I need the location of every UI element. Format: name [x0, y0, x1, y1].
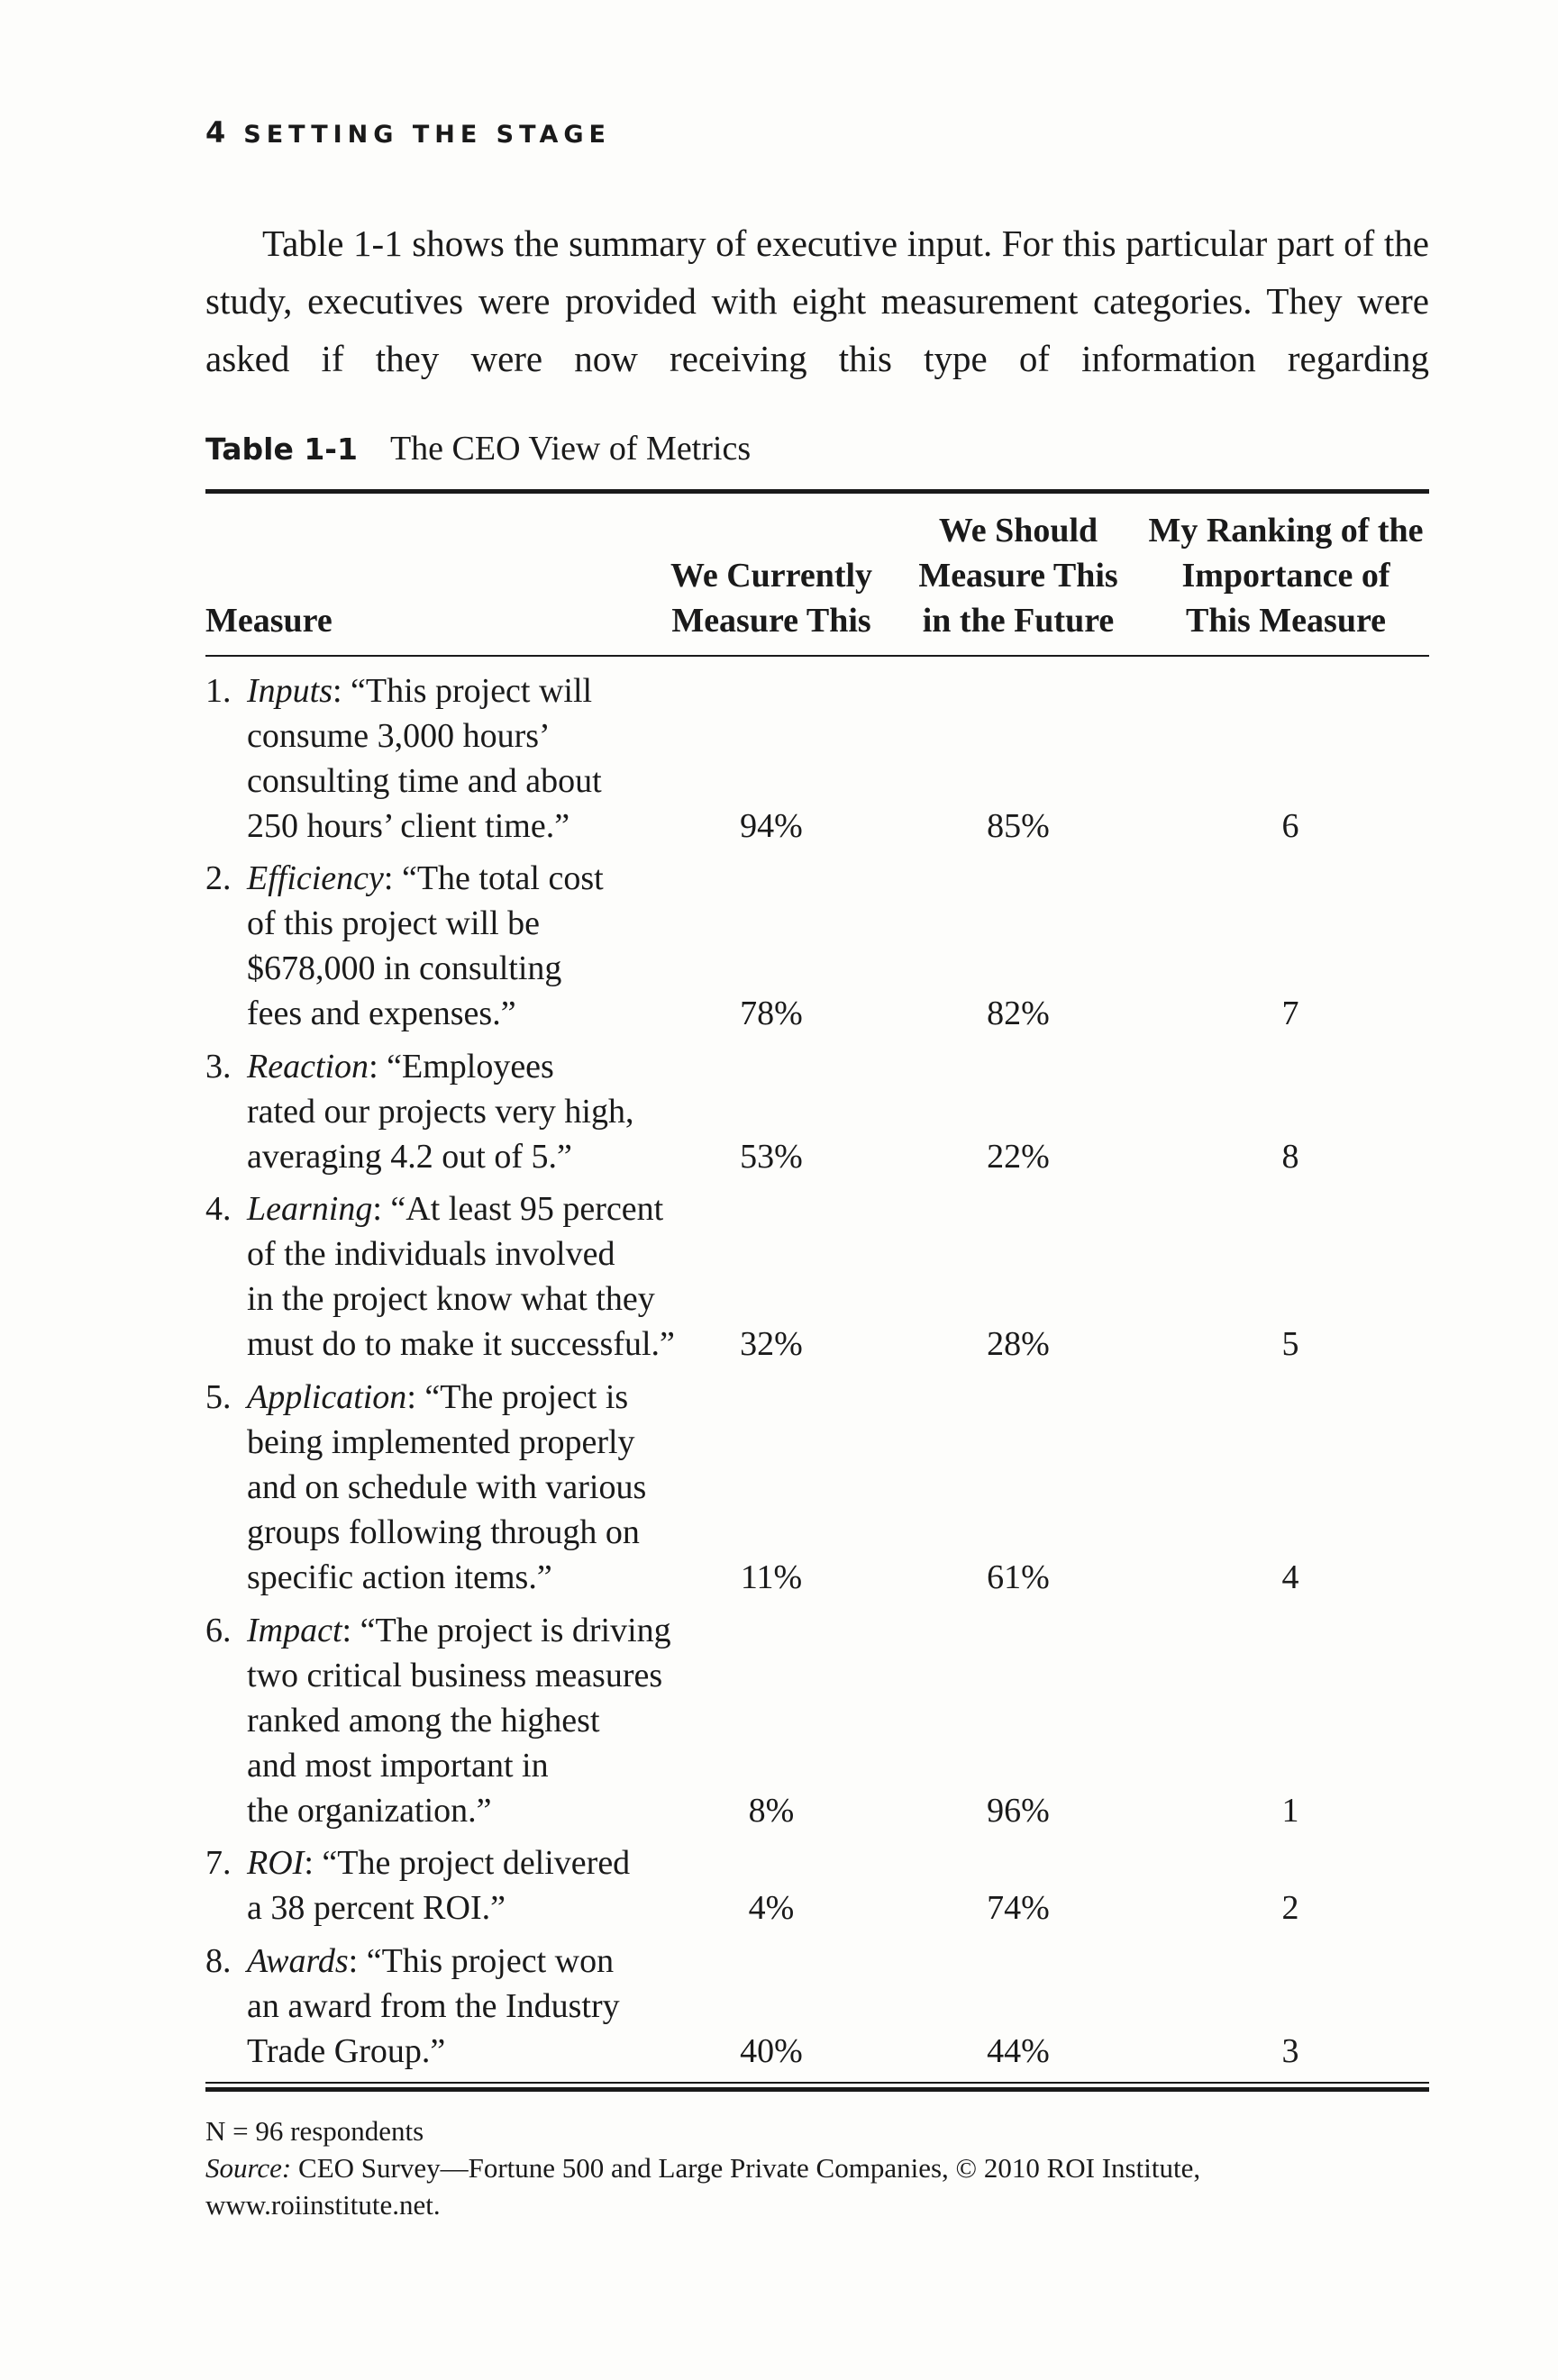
- current-value: 4%: [748, 1889, 795, 1927]
- measure-cell: [205, 1044, 692, 1179]
- measure-cell: [205, 856, 692, 1036]
- current-value: 40%: [740, 2032, 803, 2070]
- row-number: 1.: [205, 672, 232, 710]
- measure-description: : “The project is being implemented properly and on schedule with various groups following through on specific action items.”: [247, 1378, 647, 1596]
- measure-cell: [205, 1939, 692, 2074]
- ranking-value: 2: [1281, 1889, 1299, 1927]
- ranking-value: 7: [1281, 995, 1299, 1032]
- current-value: 11%: [740, 1558, 803, 1596]
- source-label: Source:: [205, 2152, 292, 2184]
- future-value: 74%: [987, 1889, 1050, 1927]
- measure-description: : “The total cost of this project will be $678,000 in consulting fees and expenses.”: [247, 859, 604, 1032]
- measure-term: Application: [247, 1378, 407, 1416]
- measure-description: : “The project is driving two critical business measures ranked among the highest and most important in the organization.”: [247, 1612, 671, 1830]
- intro-paragraph: [205, 214, 1429, 387]
- column-header-ranking-line-3: This Measure: [1185, 602, 1387, 640]
- future-value: 61%: [987, 1558, 1050, 1596]
- column-header-current-line-2: Measure This: [671, 602, 871, 640]
- current-value: 53%: [740, 1138, 803, 1176]
- measure-term: Reaction: [247, 1048, 369, 1086]
- page-number: 4: [205, 115, 226, 150]
- row-number: 6.: [205, 1612, 232, 1649]
- row-number: 4.: [205, 1190, 232, 1228]
- source-text: CEO Survey—Fortune 500 and Large Private Companies, © 2010 ROI Institute, www.roiinstitute.net.: [205, 2152, 1201, 2221]
- measure-cell: [205, 1608, 692, 1833]
- table-header-rule: [205, 655, 1429, 657]
- current-value: 8%: [748, 1792, 795, 1830]
- ranking-value: 1: [1281, 1792, 1299, 1830]
- future-value: 85%: [987, 807, 1050, 845]
- column-header-ranking-line-1: My Ranking of the: [1148, 512, 1424, 550]
- measure-description: : “The project delivered a 38 percent ROI.”: [247, 1844, 631, 1927]
- column-header-current: [645, 553, 897, 643]
- current-value: 32%: [740, 1325, 803, 1363]
- ranking-value: 5: [1281, 1325, 1299, 1363]
- future-value: 96%: [987, 1792, 1050, 1830]
- intro-text: Table 1-1 shows the summary of executive input. For this particular part of the study, executives were provided with eight measurement categories. They were asked if they were now receiving this type of information regarding: [205, 223, 1429, 379]
- row-number: 8.: [205, 1942, 232, 1980]
- measure-description: : “At least 95 percent of the individuals involved in the project know what they must do to make it successful.”: [247, 1190, 675, 1363]
- future-value: 44%: [987, 2032, 1050, 2070]
- measure-description: : “This project won an award from the Industry Trade Group.”: [247, 1942, 620, 2070]
- row-number: 3.: [205, 1048, 232, 1086]
- measure-term: Inputs: [247, 672, 333, 710]
- measure-term: Awards: [247, 1942, 349, 1980]
- column-header-ranking-line-2: Importance of: [1181, 557, 1390, 595]
- row-number: 7.: [205, 1844, 232, 1882]
- measure-description: : “This project will consume 3,000 hours’ consulting time and about 250 hours’ client time.”: [247, 672, 602, 845]
- table-label: Table 1-1: [205, 431, 358, 467]
- measure-description: : “Employees rated our projects very high, averaging 4.2 out of 5.”: [247, 1048, 634, 1176]
- current-value: 78%: [740, 995, 803, 1032]
- ranking-value: 8: [1281, 1138, 1299, 1176]
- current-value: 94%: [740, 807, 803, 845]
- measure-term: ROI: [247, 1844, 305, 1882]
- respondents-note: N = 96 respondents: [205, 2115, 424, 2147]
- table-notes: [205, 2112, 1429, 2223]
- column-header-measure: Measure: [205, 602, 333, 640]
- column-header-future-line-2: Measure This: [918, 557, 1118, 595]
- measure-term: Efficiency: [247, 859, 384, 897]
- running-header: [205, 115, 611, 150]
- table-top-rule: [205, 489, 1429, 494]
- measure-term: Impact: [247, 1612, 342, 1649]
- future-value: 22%: [987, 1138, 1050, 1176]
- column-header-ranking: [1137, 508, 1435, 643]
- column-header-current-line-1: We Currently: [670, 557, 873, 595]
- future-value: 82%: [987, 995, 1050, 1032]
- table-bottom-rule-lower: [205, 2087, 1429, 2092]
- table-caption: [205, 429, 751, 468]
- column-header-future-line-3: in the Future: [922, 602, 1115, 640]
- measure-cell: [205, 1186, 692, 1367]
- future-value: 28%: [987, 1325, 1050, 1363]
- measure-term: Learning: [247, 1190, 373, 1228]
- column-header-future-line-1: We Should: [938, 512, 1098, 550]
- ranking-value: 6: [1281, 807, 1299, 845]
- source-note: [205, 2149, 1429, 2223]
- column-header-future: [901, 508, 1135, 643]
- ranking-value: 3: [1281, 2032, 1299, 2070]
- measure-cell: [205, 1375, 692, 1600]
- row-number: 2.: [205, 859, 232, 897]
- table-bottom-rule-upper: [205, 2082, 1429, 2084]
- table-title: The CEO View of Metrics: [389, 430, 752, 468]
- measure-cell: [205, 1840, 692, 1930]
- section-title: SETTING THE STAGE: [243, 121, 611, 149]
- ranking-value: 4: [1281, 1558, 1299, 1596]
- measure-cell: [205, 668, 692, 849]
- row-number: 5.: [205, 1378, 232, 1416]
